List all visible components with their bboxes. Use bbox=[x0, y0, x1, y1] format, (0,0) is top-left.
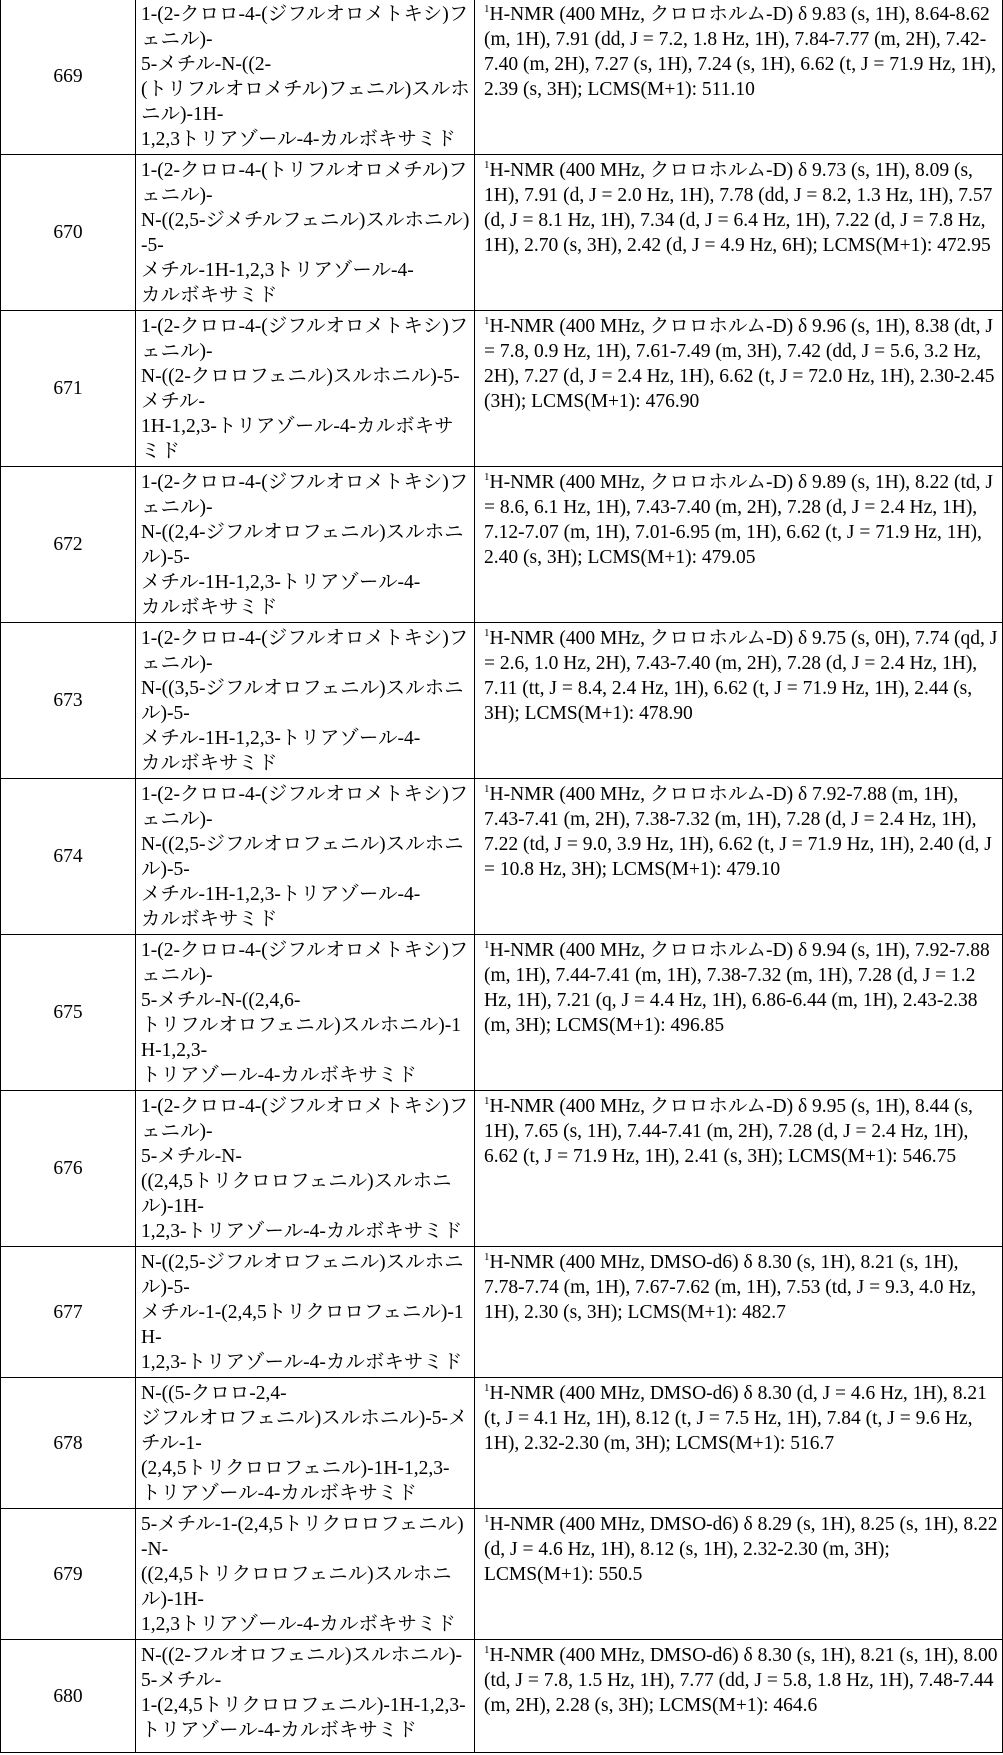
compound-number: 677 bbox=[1, 1247, 136, 1378]
compound-name-line: カルボキサミド bbox=[141, 283, 470, 308]
table-row bbox=[1, 1509, 1003, 1640]
compound-name-line: トリフルオロフェニル)スルホニル)-1H-1,2,3- bbox=[141, 1013, 470, 1063]
table-row bbox=[1, 1247, 1003, 1378]
compound-name-line: 1-(2-クロロ-4-(ジフルオロメトキシ)フェニル)- bbox=[141, 782, 470, 832]
compound-number: 670 bbox=[1, 155, 136, 311]
nmr-lcms-data bbox=[475, 935, 1003, 1091]
nmr-lcms-data bbox=[475, 1091, 1003, 1247]
compound-name bbox=[136, 1640, 475, 1753]
nmr-text: H-NMR (400 MHz, クロロホルム-D) δ 9.94 (s, 1H), 7.92-7.88 (m, 1H), 7.44-7.41 (m, 1H), 7.38-7.32 (m, 1H), 7.28 (d, J = 1.2 Hz, 1H), 7.21 (q, J = 4.4 Hz, 1H), 6.86-6.44 (m, 1H), 2.43-2.38 (m, 3H); LCMS(M+1): 496.85 bbox=[484, 940, 990, 1036]
compound-name-line: 5-メチル-1-(2,4,5トリクロロフェニル)-N- bbox=[141, 1512, 470, 1562]
nmr-lcms-data bbox=[475, 1640, 1003, 1753]
compound-number: 669 bbox=[1, 0, 136, 155]
compound-name bbox=[136, 0, 475, 155]
compound-name-line: N-((2,5-ジメチルフェニル)スルホニル)-5- bbox=[141, 208, 470, 258]
compound-name-line: 5-メチル-N-((2- bbox=[141, 52, 470, 77]
nmr-text: H-NMR (400 MHz, クロロホルム-D) δ 9.73 (s, 1H), 8.09 (s, 1H), 7.91 (d, J = 2.0 Hz, 1H), 7.78 (dd, J = 8.2, 1.3 Hz, 1H), 7.57 (d, J = 8.1 Hz, 1H), 7.34 (d, J = 6.4 Hz, 1H), 7.22 (d, J = 7.8 Hz, 1H), 2.70 (s, 3H), 2.42 (d, J = 4.9 Hz, 6H); LCMS(M+1): 472.95 bbox=[484, 160, 992, 256]
compound-number: 676 bbox=[1, 1091, 136, 1247]
compound-name-line: 1H-1,2,3-トリアゾール-4-カルボキサミド bbox=[141, 414, 470, 464]
table-body bbox=[1, 0, 1003, 1753]
compound-name-line: 5-メチル-N-((2,4,6- bbox=[141, 988, 470, 1013]
compound-number: 680 bbox=[1, 1640, 136, 1753]
nmr-isotope-superscript: 1 bbox=[484, 939, 490, 951]
table-row bbox=[1, 0, 1003, 155]
compound-name-line: N-((2,4-ジフルオロフェニル)スルホニル)-5- bbox=[141, 520, 470, 570]
compound-name-line: 1-(2-クロロ-4-(トリフルオロメチル)フェニル)- bbox=[141, 158, 470, 208]
compound-number: 675 bbox=[1, 935, 136, 1091]
nmr-text: H-NMR (400 MHz, クロロホルム-D) δ 9.96 (s, 1H), 8.38 (dt, J = 7.8, 0.9 Hz, 1H), 7.61-7.49 (m, 3H), 7.42 (dd, J = 5.6, 3.2 Hz, 2H), 7.27 (d, J = 2.4 Hz, 1H), 6.62 (t, J = 72.0 Hz, 1H), 2.30-2.45 (3H); LCMS(M+1): 476.90 bbox=[484, 316, 995, 412]
compound-name-line: メチル-1H-1,2,3トリアゾール-4- bbox=[141, 258, 470, 283]
nmr-lcms-data bbox=[475, 0, 1003, 155]
nmr-lcms-data bbox=[475, 1247, 1003, 1378]
nmr-isotope-superscript: 1 bbox=[484, 783, 490, 795]
compound-name bbox=[136, 935, 475, 1091]
compound-name-line: 1-(2,4,5トリクロロフェニル)-1H-1,2,3- bbox=[141, 1693, 470, 1718]
nmr-lcms-data bbox=[475, 779, 1003, 935]
nmr-text: H-NMR (400 MHz, クロロホルム-D) δ 9.95 (s, 1H), 8.44 (s, 1H), 7.65 (s, 1H), 7.44-7.41 (m, 2H), 7.28 (d, J = 2.4 Hz, 1H), 6.62 (t, J = 71.9 Hz, 1H), 2.41 (s, 3H); LCMS(M+1): 546.75 bbox=[484, 1096, 973, 1167]
compound-number: 679 bbox=[1, 1509, 136, 1640]
nmr-isotope-superscript: 1 bbox=[484, 1513, 490, 1525]
compound-name bbox=[136, 1509, 475, 1640]
compound-name-line: 1-(2-クロロ-4-(ジフルオロメトキシ)フェニル)- bbox=[141, 2, 470, 52]
table-row bbox=[1, 1378, 1003, 1509]
compound-name bbox=[136, 311, 475, 467]
nmr-lcms-data bbox=[475, 155, 1003, 311]
compound-name-line: メチル-1H-1,2,3-トリアゾール-4- bbox=[141, 726, 470, 751]
compound-name-line: N-((2-フルオロフェニル)スルホニル)-5-メチル- bbox=[141, 1643, 470, 1693]
compound-number: 678 bbox=[1, 1378, 136, 1509]
compound-name-line: メチル-1-(2,4,5トリクロロフェニル)-1H- bbox=[141, 1300, 470, 1350]
compound-name-line: 1,2,3-トリアゾール-4-カルボキサミド bbox=[141, 1350, 470, 1375]
compound-name-line: N-((5-クロロ-2,4- bbox=[141, 1381, 470, 1406]
nmr-isotope-superscript: 1 bbox=[484, 315, 490, 327]
table-row bbox=[1, 779, 1003, 935]
compound-name-line: ジフルオロフェニル)スルホニル)-5-メチル-1- bbox=[141, 1406, 470, 1456]
compound-name-line: 1-(2-クロロ-4-(ジフルオロメトキシ)フェニル)- bbox=[141, 938, 470, 988]
compound-name-line: カルボキサミド bbox=[141, 595, 470, 620]
nmr-text: H-NMR (400 MHz, DMSO-d6) δ 8.29 (s, 1H), 8.25 (s, 1H), 8.22 (d, J = 4.6 Hz, 1H), 8.12 (s, 1H), 2.32-2.30 (m, 3H); LCMS(M+1): 550.5 bbox=[484, 1514, 998, 1585]
nmr-isotope-superscript: 1 bbox=[484, 1382, 490, 1394]
compound-name-line: トリアゾール-4-カルボキサミド bbox=[141, 1718, 470, 1743]
compound-name-line: ((2,4,5トリクロロフェニル)スルホニル)-1H- bbox=[141, 1562, 470, 1612]
compound-number: 671 bbox=[1, 311, 136, 467]
compound-name-line: 1-(2-クロロ-4-(ジフルオロメトキシ)フェニル)- bbox=[141, 626, 470, 676]
nmr-isotope-superscript: 1 bbox=[484, 471, 490, 483]
compound-name-line: 1-(2-クロロ-4-(ジフルオロメトキシ)フェニル)- bbox=[141, 470, 470, 520]
compound-name-line: (トリフルオロメチル)フェニル)スルホニル)-1H- bbox=[141, 77, 470, 127]
table-row bbox=[1, 155, 1003, 311]
compound-name-line: 1-(2-クロロ-4-(ジフルオロメトキシ)フェニル)- bbox=[141, 1094, 470, 1144]
compound-number: 673 bbox=[1, 623, 136, 779]
compound-name-line: 1,2,3トリアゾール-4-カルボキサミド bbox=[141, 1612, 470, 1637]
nmr-isotope-superscript: 1 bbox=[484, 1095, 490, 1107]
table-row bbox=[1, 467, 1003, 623]
compound-name-line: N-((3,5-ジフルオロフェニル)スルホニル)-5- bbox=[141, 676, 470, 726]
nmr-text: H-NMR (400 MHz, クロロホルム-D) δ 9.83 (s, 1H), 8.64-8.62 (m, 1H), 7.91 (dd, J = 7.2, 1.8 Hz, 1H), 7.84-7.77 (m, 2H), 7.42-7.40 (m, 2H), 7.27 (s, 1H), 7.24 (s, 1H), 6.62 (t, J = 71.9 Hz, 1H), 2.39 (s, 3H); LCMS(M+1): 511.10 bbox=[484, 4, 996, 100]
compound-name bbox=[136, 1378, 475, 1509]
compound-name-line: メチル-1H-1,2,3-トリアゾール-4- bbox=[141, 882, 470, 907]
compound-name-line: N-((2,5-ジフルオロフェニル)スルホニル)-5- bbox=[141, 1250, 470, 1300]
compound-name-line: 1-(2-クロロ-4-(ジフルオロメトキシ)フェニル)- bbox=[141, 314, 470, 364]
nmr-isotope-superscript: 1 bbox=[484, 1251, 490, 1263]
compound-name-line: N-((2-クロロフェニル)スルホニル)-5-メチル- bbox=[141, 364, 470, 414]
compound-name-line: 5-メチル-N- bbox=[141, 1144, 470, 1169]
nmr-lcms-data bbox=[475, 623, 1003, 779]
nmr-isotope-superscript: 1 bbox=[484, 3, 490, 15]
compound-name-line: トリアゾール-4-カルボキサミド bbox=[141, 1481, 470, 1506]
table-row bbox=[1, 311, 1003, 467]
nmr-lcms-data bbox=[475, 1509, 1003, 1640]
table-row bbox=[1, 1091, 1003, 1247]
compound-data-table bbox=[0, 0, 1003, 1753]
compound-name-line: (2,4,5トリクロロフェニル)-1H-1,2,3- bbox=[141, 1456, 470, 1481]
nmr-text: H-NMR (400 MHz, クロロホルム-D) δ 9.89 (s, 1H), 8.22 (td, J = 8.6, 6.1 Hz, 1H), 7.43-7.40 (m, 2H), 7.28 (d, J = 2.4 Hz, 1H), 7.12-7.07 (m, 1H), 7.01-6.95 (m, 1H), 6.62 (t, J = 71.9 Hz, 1H), 2.40 (s, 3H); LCMS(M+1): 479.05 bbox=[484, 472, 993, 568]
nmr-isotope-superscript: 1 bbox=[484, 159, 490, 171]
nmr-text: H-NMR (400 MHz, DMSO-d6) δ 8.30 (d, J = 4.6 Hz, 1H), 8.21 (t, J = 4.1 Hz, 1H), 8.12 (t, J = 7.5 Hz, 1H), 7.84 (t, J = 9.6 Hz, 1H), 2.32-2.30 (m, 3H); LCMS(M+1): 516.7 bbox=[484, 1383, 987, 1454]
nmr-isotope-superscript: 1 bbox=[484, 627, 490, 639]
table-row bbox=[1, 1640, 1003, 1753]
compound-number: 674 bbox=[1, 779, 136, 935]
nmr-text: H-NMR (400 MHz, DMSO-d6) δ 8.30 (s, 1H), 8.21 (s, 1H), 7.78-7.74 (m, 1H), 7.67-7.62 (m, 1H), 7.53 (td, J = 9.3, 4.0 Hz, 1H), 2.30 (s, 3H); LCMS(M+1): 482.7 bbox=[484, 1252, 976, 1323]
table-row bbox=[1, 935, 1003, 1091]
nmr-lcms-data bbox=[475, 311, 1003, 467]
compound-name-line: 1,2,3トリアゾール-4-カルボキサミド bbox=[141, 127, 470, 152]
nmr-text: H-NMR (400 MHz, クロロホルム-D) δ 7.92-7.88 (m, 1H), 7.43-7.41 (m, 2H), 7.38-7.32 (m, 1H), 7.28 (d, J = 2.4 Hz, 1H), 7.22 (td, J = 9.0, 3.9 Hz, 1H), 6.62 (t, J = 71.9 Hz, 1H), 2.40 (d, J = 10.8 Hz, 3H); LCMS(M+1): 479.10 bbox=[484, 784, 992, 880]
compound-name-line: N-((2,5-ジフルオロフェニル)スルホニル)-5- bbox=[141, 832, 470, 882]
compound-name bbox=[136, 779, 475, 935]
compound-name-line: メチル-1H-1,2,3-トリアゾール-4- bbox=[141, 570, 470, 595]
nmr-isotope-superscript: 1 bbox=[484, 1644, 490, 1656]
compound-name-line: トリアゾール-4-カルボキサミド bbox=[141, 1063, 470, 1088]
compound-number: 672 bbox=[1, 467, 136, 623]
compound-name-line: ((2,4,5トリクロロフェニル)スルホニル)-1H- bbox=[141, 1169, 470, 1219]
compound-name bbox=[136, 1247, 475, 1378]
nmr-lcms-data bbox=[475, 1378, 1003, 1509]
table-row bbox=[1, 623, 1003, 779]
compound-name-line: カルボキサミド bbox=[141, 751, 470, 776]
nmr-lcms-data bbox=[475, 467, 1003, 623]
compound-name bbox=[136, 155, 475, 311]
compound-name bbox=[136, 623, 475, 779]
nmr-text: H-NMR (400 MHz, クロロホルム-D) δ 9.75 (s, 0H), 7.74 (qd, J = 2.6, 1.0 Hz, 2H), 7.43-7.40 (m, 2H), 7.28 (d, J = 2.4 Hz, 1H), 7.11 (tt, J = 8.4, 2.4 Hz, 1H), 6.62 (t, J = 71.9 Hz, 1H), 2.44 (s, 3H); LCMS(M+1): 478.90 bbox=[484, 628, 997, 724]
compound-name-line: カルボキサミド bbox=[141, 907, 470, 932]
compound-name bbox=[136, 467, 475, 623]
nmr-text: H-NMR (400 MHz, DMSO-d6) δ 8.30 (s, 1H), 8.21 (s, 1H), 8.00 (td, J = 7.8, 1.5 Hz, 1H), 7.77 (dd, J = 5.8, 1.8 Hz, 1H), 7.48-7.44 (m, 2H), 2.28 (s, 3H); LCMS(M+1): 464.6 bbox=[484, 1645, 998, 1716]
compound-name-line: 1,2,3-トリアゾール-4-カルボキサミド bbox=[141, 1219, 470, 1244]
compound-name bbox=[136, 1091, 475, 1247]
